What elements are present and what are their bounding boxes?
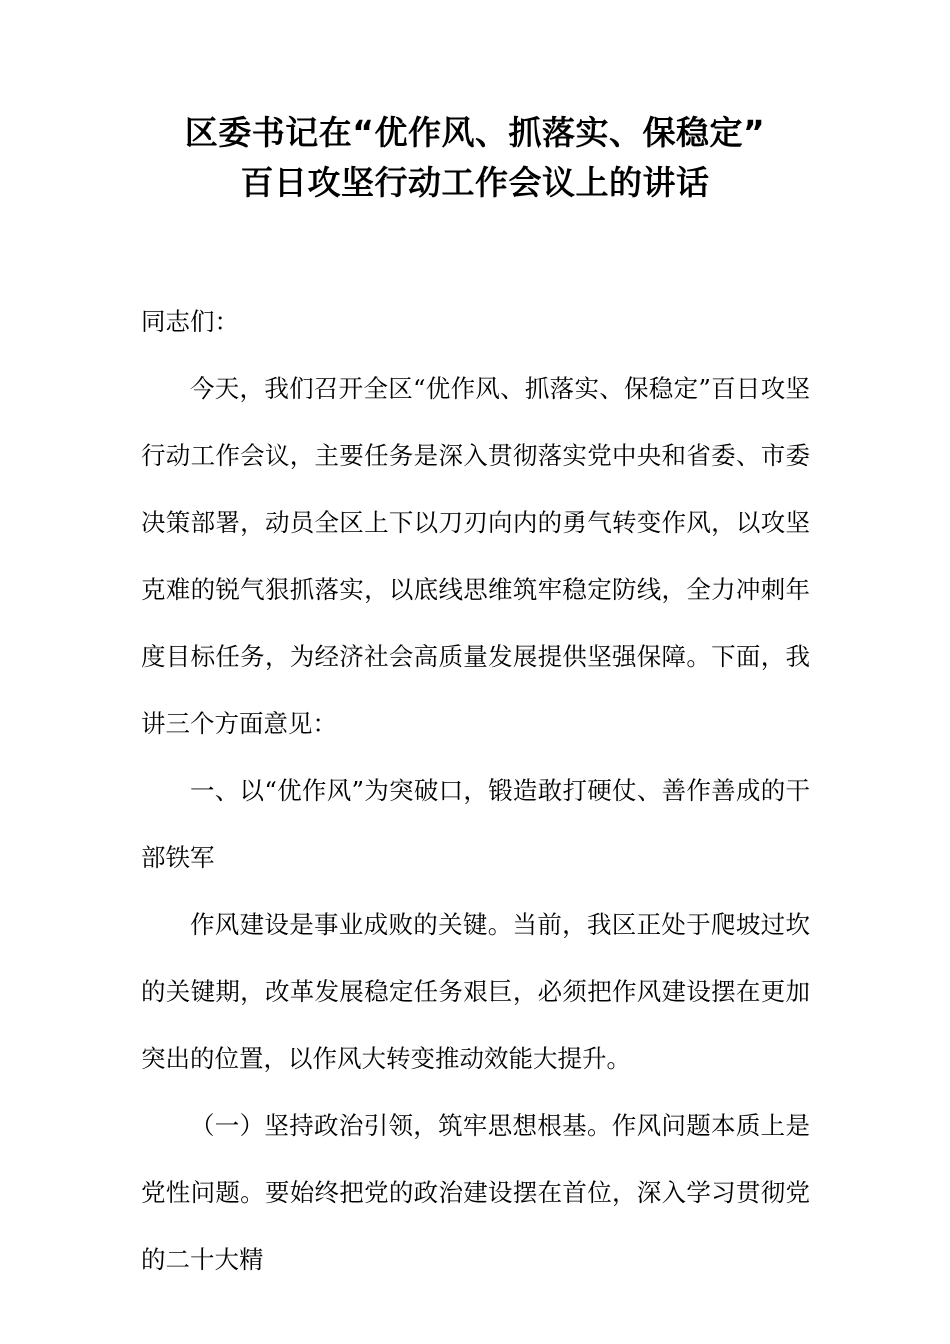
document-title-line-2: 百日攻坚行动工作会议上的讲话 [240, 163, 710, 202]
paragraph-opening: 今天，我们召开全区“优作风、抓落实、保稳定”百日攻坚行动工作会议，主要任务是深入贯彻落实党中央和省委、市委决策部署，动员全区上下以刀刃向内的勇气转变作风，以攻坚克难的锐气狠抓落实，以底线思维筑牢稳定防线，全力冲刺年度目标任务，为经济社会高质量发展提供坚强保障。下面，我讲三个方面意见： [141, 374, 810, 738]
document-title [120, 108, 830, 208]
paragraph-subsection-one-one: （一）坚持政治引领，筑牢思想根基。作风问题本质上是党性问题。要始终把党的政治建设摆在首位，深入学习贯彻党的二十大精 [141, 1111, 810, 1274]
paragraph-salutation: 同志们： [141, 307, 239, 336]
document-title-line-1: 区委书记在“优作风、抓落实、保稳定” [184, 113, 766, 152]
document-body [141, 288, 810, 1293]
paragraph-section-one-heading: 一、以“优作风”为突破口，锻造敢打硬仗、善作善成的干部铁军 [141, 776, 810, 872]
paragraph-section-one-intro: 作风建设是事业成败的关键。当前，我区正处于爬坡过坎的关键期，改革发展稳定任务艰巨，必须把作风建设摆在更加突出的位置，以作风大转变推动效能大提升。 [141, 910, 810, 1073]
